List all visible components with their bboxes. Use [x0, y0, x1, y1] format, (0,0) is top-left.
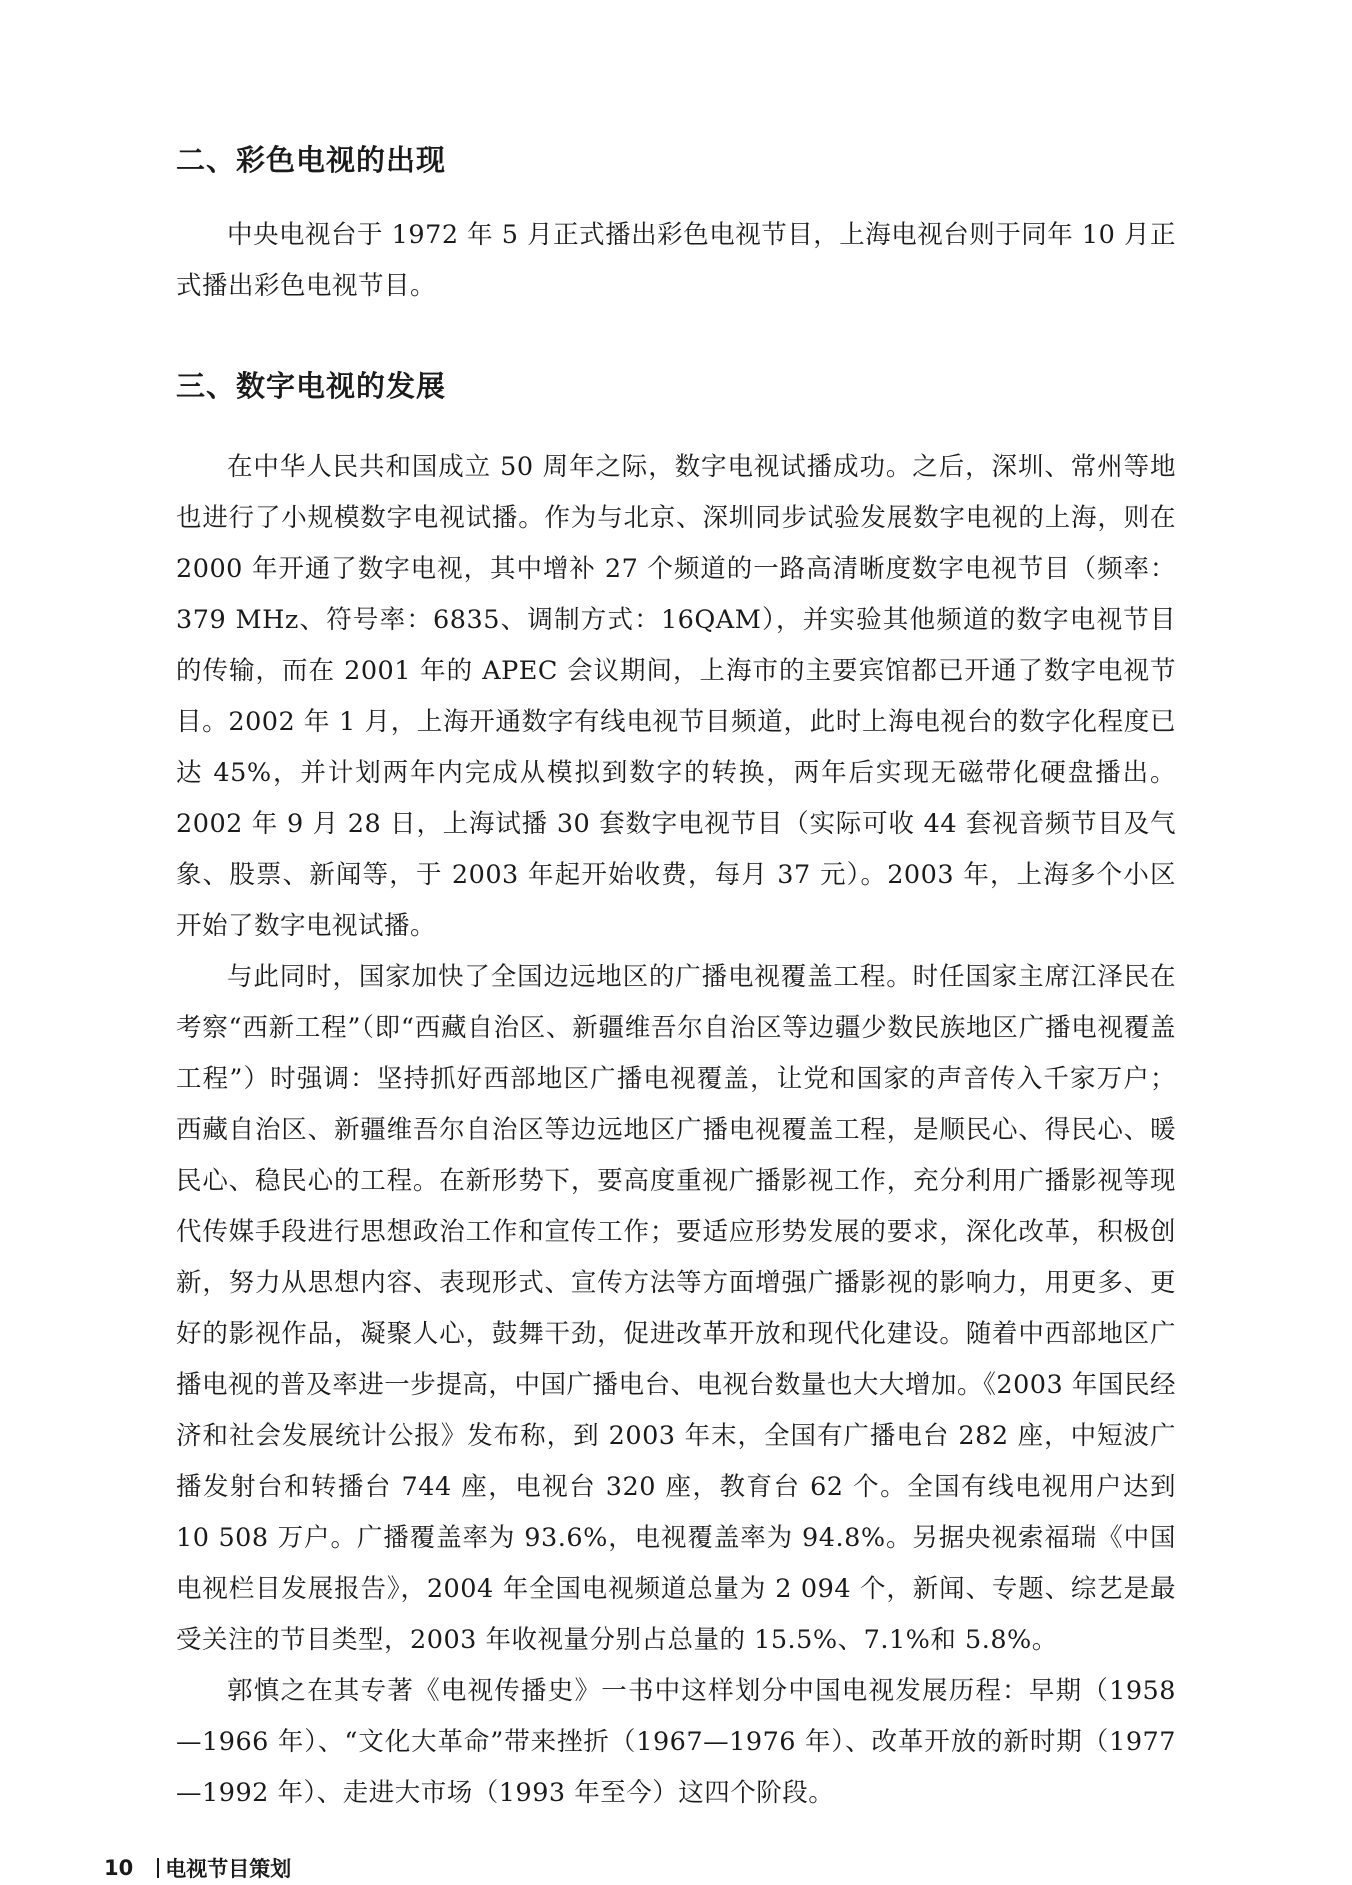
footer-divider: [157, 1858, 159, 1878]
page-content: [176, 130, 1176, 1819]
section-heading-digital-tv: 三、数字电视的发展: [176, 369, 447, 403]
paragraph-coverage-project: 与此同时，国家加快了全国边远地区的广播电视覆盖工程。时任国家主席江泽民在考察“西新工程”（即“西藏自治区、新疆维吾尔自治区等边疆少数民族地区广播电视覆盖工程”）时强调：坚持抓好西部地区广播电视覆盖，让党和国家的声音传入千家万户；西藏自治区、新疆维吾尔自治区等边远地区广播电视覆盖工程，是顺民心、得民心、暖民心、稳民心的工程。在新形势下，要高度重视广播影视工作，充分利用广播影视等现代传媒手段进行思想政治工作和宣传工作；要适应形势发展的要求，深化改革，积极创新，努力从思想内容、表现形式、宣传方法等方面增强广播影视的影响力，用更多、更好的影视作品，凝聚人心，鼓舞干劲，促进改革开放和现代化建设。随着中西部地区广播电视的普及率进一步提高，中国广播电台、电视台数量也大大增加。《2003 年国民经济和社会发展统计公报》发布称，到 2003 年末，全国有广播电台 282 座，中短波广播发射台和转播台 744 座，电视台 320 座，教育台 62 个。全国有线电视用户达到 10 508 万户。广播覆盖率为 93.6%，电视覆盖率为 94.8%。另据央视索福瑞《中国电视栏目发展报告》，2004 年全国电视频道总量为 2 094 个，新闻、专题、综艺是最受关注的节目类型，2003 年收视量分别占总量的 15.5%、7.1%和 5.8%。: [176, 962, 1176, 1655]
paragraph-digital-tv-trial: 在中华人民共和国成立 50 周年之际，数字电视试播成功。之后，深圳、常州等地也进行了小规模数字电视试播。作为与北京、深圳同步试验发展数字电视的上海，则在 2000 年开通了数字电视，其中增补 27 个频道的一路高清晰度数字电视节目（频率：379 MHz、符号率：6835、调制方式：16QAM），并实验其他频道的数字电视节目的传输，而在 2001 年的 APEC 会议期间，上海市的主要宾馆都已开通了数字电视节目。2002 年 1 月，上海开通数字有线电视节目频道，此时上海电视台的数字化程度已达 45%，并计划两年内完成从模拟到数字的转换，两年后实现无磁带化硬盘播出。2002 年 9 月 28 日，上海试播 30 套数字电视节目（实际可收 44 套视音频节目及气象、股票、新闻等，于 2003 年起开始收费，每月 37 元）。2003 年，上海多个小区开始了数字电视试播。: [176, 452, 1176, 941]
page-footer: [104, 1853, 291, 1883]
section-heading-color-tv: 二、彩色电视的出现: [176, 143, 447, 177]
running-title: 电视节目策划: [165, 1857, 292, 1881]
paragraph-color-tv: 中央电视台于 1972 年 5 月正式播出彩色电视节目，上海电视台则于同年 10 月正式播出彩色电视节目。: [176, 220, 1176, 301]
paragraph-tv-history-stages: 郭慎之在其专著《电视传播史》一书中这样划分中国电视发展历程：早期（1958—1966 年）、“文化大革命”带来挫折（1967—1976 年）、改革开放的新时期（1977—1992 年）、走进大市场（1993 年至今）这四个阶段。: [176, 1676, 1176, 1808]
page-number: 10: [104, 1856, 134, 1880]
